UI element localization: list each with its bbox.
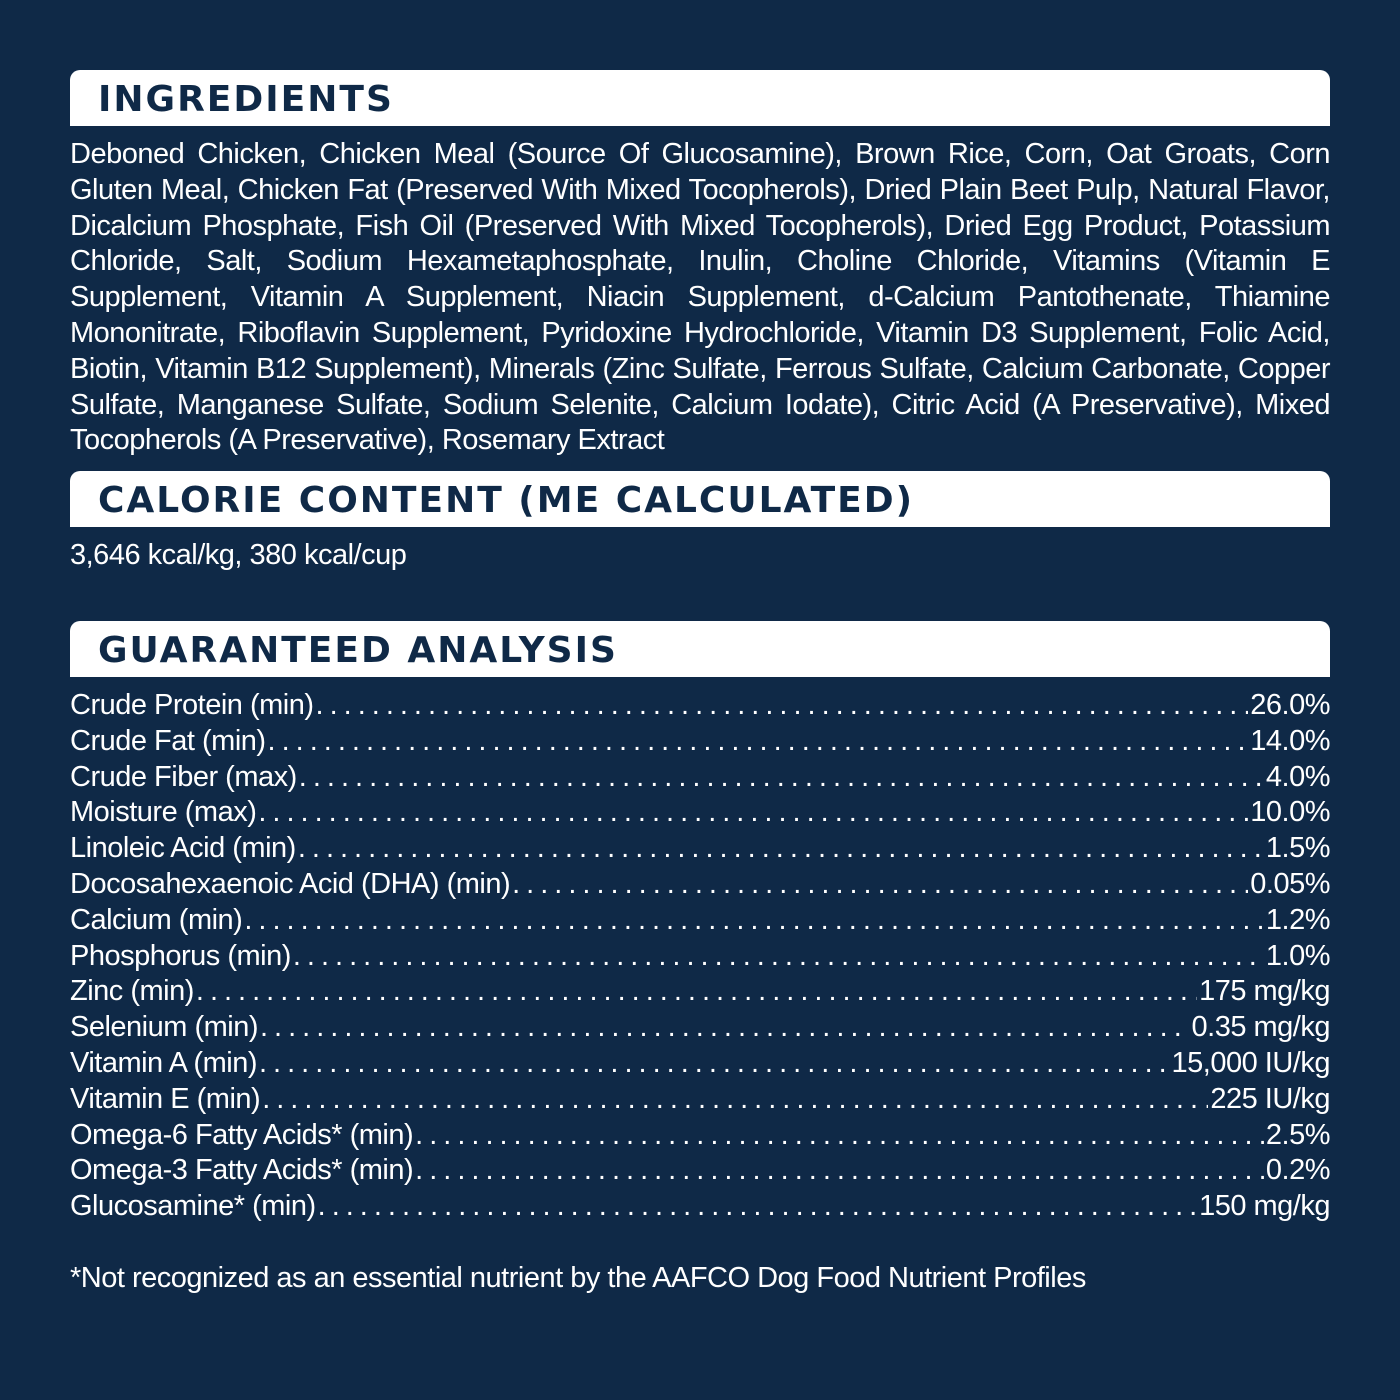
analysis-value: 4.0% xyxy=(1265,760,1330,793)
analysis-list xyxy=(70,688,1330,1225)
calorie-text: 3,646 kcal/kg, 380 kcal/cup xyxy=(70,539,407,571)
analysis-value: 175 mg/kg xyxy=(1199,975,1330,1008)
analysis-row xyxy=(70,760,1330,796)
leader-dots xyxy=(512,867,1248,903)
analysis-value: 0.05% xyxy=(1250,867,1330,900)
ingredients-header xyxy=(70,70,1330,126)
analysis-name: Phosphorus (min) xyxy=(70,939,291,972)
leader-dots xyxy=(299,760,1264,796)
analysis-header xyxy=(70,621,1330,677)
analysis-row xyxy=(70,939,1330,975)
analysis-value: 15,000 IU/kg xyxy=(1171,1046,1330,1079)
analysis-row xyxy=(70,1189,1330,1225)
leader-dots xyxy=(260,1010,1190,1046)
analysis-name: Omega-6 Fatty Acids* (min) xyxy=(70,1118,414,1151)
analysis-row xyxy=(70,688,1330,724)
analysis-row xyxy=(70,974,1330,1010)
leader-dots xyxy=(415,1118,1264,1154)
analysis-title: GUARANTEED ANALYSIS xyxy=(98,630,618,671)
analysis-value: 0.2% xyxy=(1265,1154,1330,1187)
analysis-value: 1.2% xyxy=(1265,903,1330,936)
analysis-name: Crude Protein (min) xyxy=(70,689,314,721)
analysis-row xyxy=(70,1082,1330,1118)
analysis-name: Crude Fat (min) xyxy=(70,724,266,757)
ingredients-title: INGREDIENTS xyxy=(98,79,394,120)
analysis-name: Crude Fiber (max) xyxy=(70,760,297,793)
leader-dots xyxy=(258,795,1248,831)
analysis-name: Glucosamine* (min) xyxy=(70,1190,316,1223)
analysis-row xyxy=(70,1046,1330,1082)
leader-dots xyxy=(316,688,1249,724)
leader-dots xyxy=(259,1046,1170,1082)
analysis-name: Calcium (min) xyxy=(70,903,243,936)
analysis-row xyxy=(70,831,1330,867)
analysis-name: Docosahexaenoic Acid (DHA) (min) xyxy=(70,867,511,900)
analysis-value: 225 IU/kg xyxy=(1210,1082,1330,1115)
ingredients-text: Deboned Chicken, Chicken Meal (Source Of Glucosamine), Brown Rice, Corn, Oat Groats, Corn Gluten Meal, Chicken Fat (Preserved With Mixed Tocopherols), Dried Plain Beet Pulp, Natural Flavor, Dicalcium Phosphate, Fish Oil (Preserved With Mixed Tocopherols), Dried Egg Product, Potassium Chloride, Salt, Sodium Hexametaphosphate, Inulin, Choline Chloride, Vitamins (Vitamin E Supplement, Vitamin A Supplement, Niacin Supplement, d-Calcium Pantothenate, Thiamine Mononitrate, Riboflavin Supplement, Pyridoxine Hydrochloride, Vitamin D3 Supplement, Folic Acid, Biotin, Vitamin B12 Supplement), Minerals (Zinc Sulfate, Ferrous Sulfate, Calcium Carbonate, Copper Sulfate, Manganese Sulfate, Sodium Selenite, Calcium Iodate), Citric Acid (A Preservative), Mixed Tocopherols (A Preservative), Rosemary Extract xyxy=(70,138,1330,457)
leader-dots xyxy=(262,1082,1208,1118)
analysis-row xyxy=(70,724,1330,760)
analysis-name: Moisture (max) xyxy=(70,796,257,829)
analysis-name: Zinc (min) xyxy=(70,975,194,1008)
analysis-name: Vitamin E (min) xyxy=(70,1082,261,1115)
footnote: *Not recognized as an essential nutrient by the AAFCO Dog Food Nutrient Profiles xyxy=(70,1262,1086,1294)
analysis-value: 1.5% xyxy=(1265,832,1330,865)
analysis-name: Linoleic Acid (min) xyxy=(70,832,296,865)
leader-dots xyxy=(268,724,1249,760)
analysis-name: Omega-3 Fatty Acids* (min) xyxy=(70,1154,414,1187)
leader-dots xyxy=(293,939,1264,975)
analysis-value: 1.0% xyxy=(1265,939,1330,972)
analysis-name: Selenium (min) xyxy=(70,1011,258,1044)
analysis-value: 150 mg/kg xyxy=(1199,1190,1330,1223)
analysis-name: Vitamin A (min) xyxy=(70,1046,257,1079)
analysis-row xyxy=(70,1118,1330,1154)
analysis-row xyxy=(70,903,1330,939)
leader-dots xyxy=(318,1189,1197,1225)
calorie-title: CALORIE CONTENT (ME CALCULATED) xyxy=(98,480,915,521)
analysis-value: 26.0% xyxy=(1250,689,1330,721)
leader-dots xyxy=(415,1153,1264,1189)
leader-dots xyxy=(244,903,1264,939)
analysis-value: 10.0% xyxy=(1250,796,1330,829)
analysis-value: 0.35 mg/kg xyxy=(1191,1011,1330,1044)
analysis-row xyxy=(70,795,1330,831)
analysis-value: 14.0% xyxy=(1250,724,1330,757)
calorie-header xyxy=(70,471,1330,527)
analysis-value: 2.5% xyxy=(1265,1118,1330,1151)
leader-dots xyxy=(298,831,1264,867)
analysis-row xyxy=(70,1153,1330,1189)
analysis-row xyxy=(70,867,1330,903)
leader-dots xyxy=(196,974,1197,1010)
analysis-row xyxy=(70,1010,1330,1046)
